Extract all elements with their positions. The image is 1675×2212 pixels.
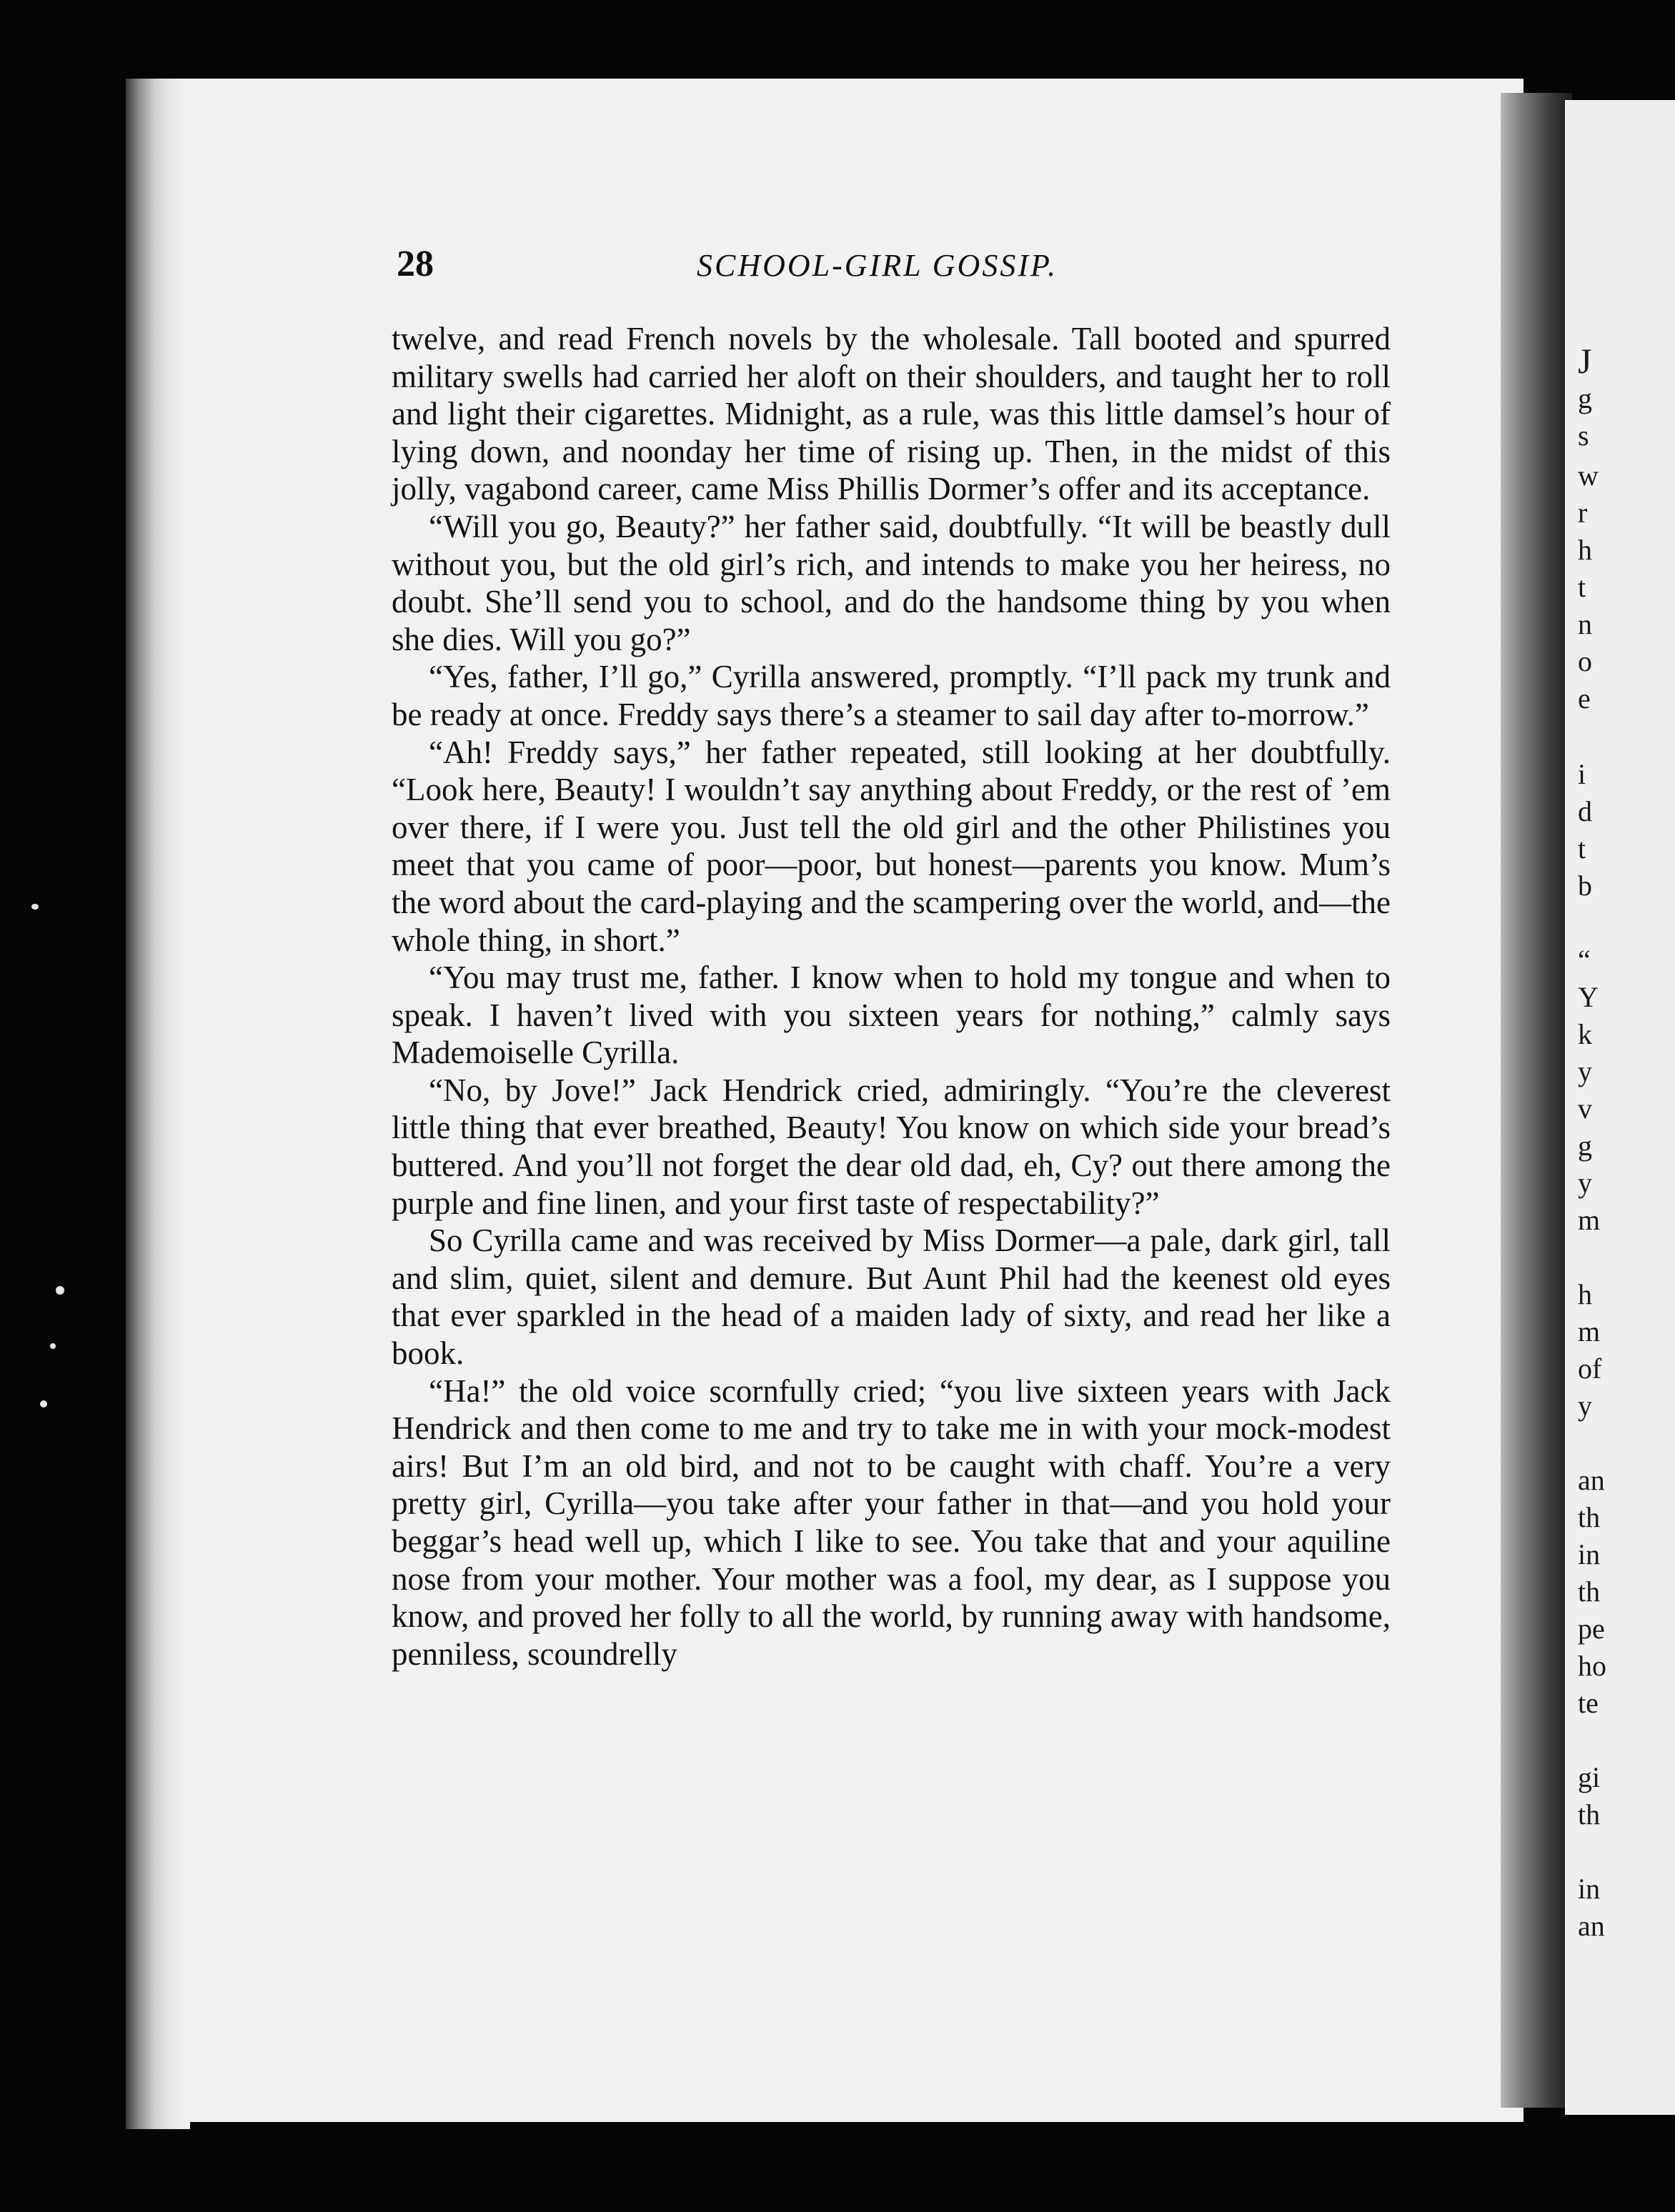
facing-page-fragment: k [1578,1018,1592,1050]
paragraph: “Ah! Freddy says,” her father repeated, still looking at her doubtfully. “Look here, Beauty! I wouldn’t say anything about Freddy, or the rest of ’em over there, if I were you. Just tell the old girl and the other Philistines you meet that you came of poor—poor, but honest—parents you know. Mum’s the word about the card-playing and the scampering over the world, and—the whole thing, in short.” [392,734,1391,958]
facing-page-fragment: i [1578,758,1586,790]
facing-page-fragment: t [1578,832,1586,865]
paragraph: “No, by Jove!” Jack Hendrick cried, admiringly. “You’re the cleverest little thing that ever breathed, Beauty! You know on which side your bread’s buttered. And you’ll not forget the dear old dad, eh, Cy? out there among the purple and fine linen, and your first taste of respectability?” [392,1072,1391,1221]
facing-page-fragment: b [1578,870,1592,902]
paragraph: “You may trust me, father. I know when to hold my tongue and when to speak. I haven’t lived with you sixteen years for nothing,” calmly says Mademoiselle Cyrilla. [392,960,1391,1071]
dust-speck [50,1343,56,1349]
facing-page-fragment: e [1578,682,1591,714]
facing-page-fragment: ho [1578,1650,1606,1682]
facing-page-fragment: in [1578,1538,1601,1570]
facing-page-fragment: g [1578,382,1592,414]
facing-page-fragment: m [1578,1204,1601,1236]
page-header [397,243,1393,293]
facing-page-fragment: o [1578,645,1592,677]
facing-page-fragment: n [1578,608,1592,640]
paragraph: “Will you go, Beauty?” her father said, doubtfully. “It will be beastly dull without you, but the old girl’s rich, and intends to make you her heiress, no doubt. She’ll send you to school, and do the handsome thing by you when she dies. Will you go?” [392,508,1391,657]
facing-page-fragment: th [1578,1798,1601,1830]
facing-page-fragment: J [1578,341,1592,381]
facing-page-fragment: d [1578,795,1592,827]
facing-page-fragment: y [1578,1390,1592,1422]
facing-page-fragment: y [1578,1167,1592,1199]
facing-page-fragment: t [1578,571,1586,603]
facing-page-fragment: an [1578,1910,1605,1942]
book-spine-edge [126,79,190,2129]
gutter-shadow [1501,93,1572,2108]
running-head: SCHOOL-GIRL GOSSIP. [697,248,1058,283]
page-number: 28 [397,244,434,284]
facing-page-fragment: pe [1578,1613,1605,1645]
facing-page-fragment: te [1578,1687,1599,1719]
facing-page-fragment: g [1578,1130,1592,1162]
facing-page-fragment: in [1578,1873,1601,1905]
facing-page-fragment: an [1578,1464,1605,1496]
facing-page-fragment: gi [1578,1761,1601,1793]
facing-page-fragment: th [1578,1575,1601,1608]
facing-page-fragment: of [1578,1352,1602,1385]
facing-page-fragment: h [1578,1278,1592,1310]
paragraph: twelve, and read French novels by the wholesale. Tall booted and spurred military swells had carried her aloft on their shoulders, and taught her to roll and light their cigarettes. Midnight, as a rule, was this little damsel’s hour of lying down, and noonday her time of rising up. Then, in the midst of this jolly, vagabond career, came Miss Phillis Dormer’s offer and its acceptance. [392,321,1391,507]
facing-page-fragment: r [1578,497,1588,529]
facing-page-fragment: v [1578,1092,1592,1125]
facing-page-fragment: h [1578,534,1592,566]
facing-page-fragment: “ [1578,944,1591,976]
facing-page-fragment: s [1578,419,1589,452]
dust-speck [40,1400,47,1408]
facing-page-fragment: th [1578,1501,1601,1533]
dust-speck [56,1286,64,1295]
paragraph: “Ha!” the old voice scornfully cried; “you live sixteen years with Jack Hendrick and then come to me and try to take me in with your mock-modest airs! But I’m an old bird, and not to be caught with chaff. You’re a very pretty girl, Cyrilla—you take after your father in that—and you hold your beggar’s head well up, which I like to see. You take that and your aquiline nose from your mother. Your mother was a fool, my dear, as I suppose you know, and proved her folly to all the world, by running away with handsome, penniless, scoundrelly [392,1372,1391,1672]
body-text [392,320,1391,1673]
dust-speck [31,904,39,910]
facing-page-fragment: Y [1578,981,1599,1013]
facing-page-fragment: w [1578,459,1599,492]
paragraph: “Yes, father, I’ll go,” Cyrilla answered, promptly. “I’ll pack my trunk and be ready at once. Freddy says there’s a steamer to sail day after to-morrow.” [392,659,1391,732]
facing-page-fragment: y [1578,1055,1592,1087]
facing-page-fragment: m [1578,1315,1601,1347]
paragraph: So Cyrilla came and was received by Miss Dormer—a pale, dark girl, tall and slim, quiet, silent and demure. But Aunt Phil had the keenest old eyes that ever sparkled in the head of a maiden lady of sixty, and read her like a book. [392,1222,1391,1372]
facing-page-edge [1565,100,1675,2115]
